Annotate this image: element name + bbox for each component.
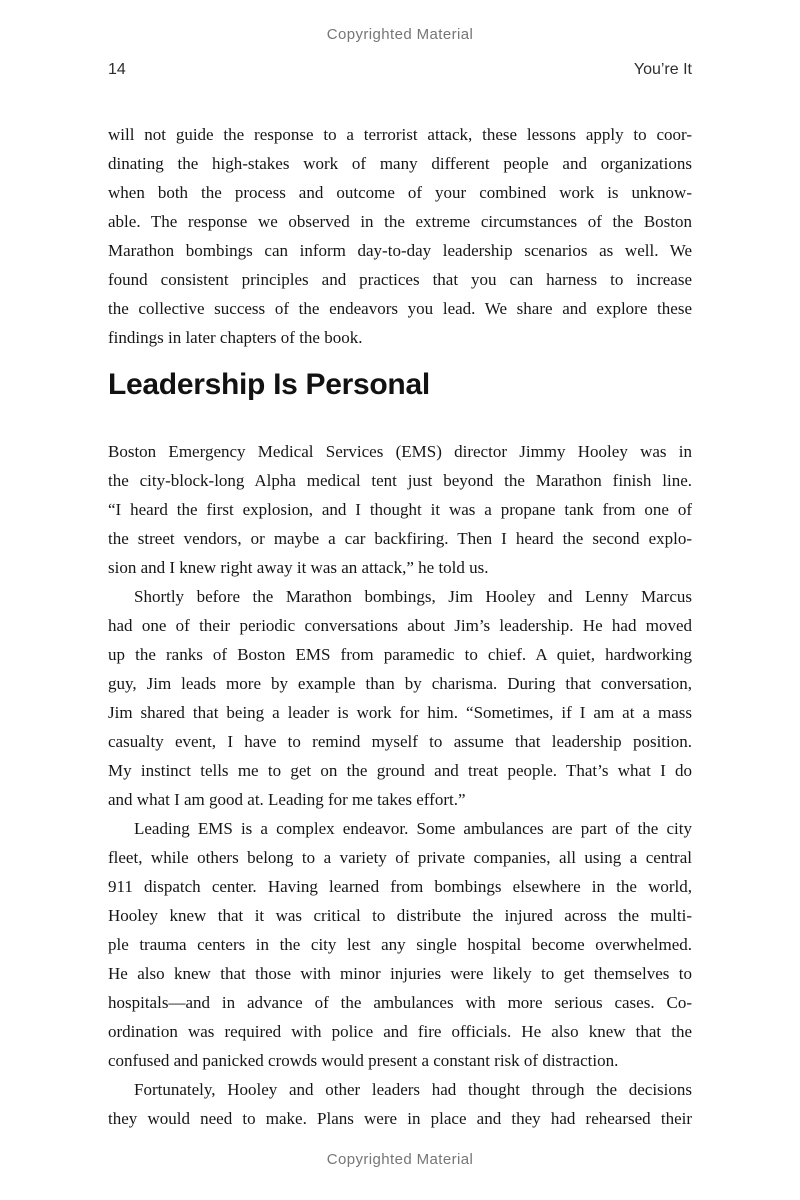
text-line: the collective success of the endeavors you lead. We share and explore these <box>108 299 692 318</box>
text-line: findings in later chapters of the book. <box>108 328 363 347</box>
text-line: able. The response we observed in the extreme circumstances of the Boston <box>108 212 692 231</box>
text-line: and what I am good at. Leading for me takes effort.” <box>108 790 466 809</box>
text-line: 911 dispatch center. Having learned from bombings elsewhere in the world, <box>108 877 692 896</box>
watermark-top: Copyrighted Material <box>326 26 474 43</box>
paragraph <box>108 814 692 1075</box>
text-line: Boston Emergency Medical Services (EMS) director Jimmy Hooley was in <box>108 442 692 461</box>
paragraph <box>108 437 692 582</box>
text-line: confused and panicked crowds would present a constant risk of distraction. <box>108 1051 619 1070</box>
text-line: Jim shared that being a leader is work for him. “Sometimes, if I am at a mass <box>108 703 692 722</box>
section-heading: Leadership Is Personal <box>108 368 430 401</box>
text-line: Shortly before the Marathon bombings, Jim Hooley and Lenny Marcus <box>134 587 692 606</box>
text-line: Marathon bombings can inform day-to-day leadership scenarios as well. We <box>108 241 692 260</box>
text-line: fleet, while others belong to a variety of private companies, all using a central <box>108 848 692 867</box>
page-header <box>108 61 692 79</box>
paragraph <box>108 1075 692 1133</box>
text-line: He also knew that those with minor injuries were likely to get themselves to <box>108 964 692 983</box>
text-line: “I heard the first explosion, and I thought it was a propane tank from one of <box>108 500 692 519</box>
text-line: dinating the high-stakes work of many different people and organizations <box>108 154 692 173</box>
text-line: the city-block-long Alpha medical tent just beyond the Marathon finish line. <box>108 471 692 490</box>
text-line: hospitals—and in advance of the ambulances with more serious cases. Co- <box>108 993 692 1012</box>
text-line: Hooley knew that it was critical to distribute the injured across the multi- <box>108 906 692 925</box>
text-line: My instinct tells me to get on the ground and treat people. That’s what I do <box>108 761 692 780</box>
text-line: Leading EMS is a complex endeavor. Some ambulances are part of the city <box>134 819 692 838</box>
paragraph <box>108 120 692 352</box>
text-line: Fortunately, Hooley and other leaders had thought through the decisions <box>134 1080 692 1099</box>
text-line: ple trauma centers in the city lest any single hospital become overwhelmed. <box>108 935 692 954</box>
text-line: had one of their periodic conversations about Jim’s leadership. He had moved <box>108 616 692 635</box>
text-line: casualty event, I have to remind myself to assume that leadership position. <box>108 732 692 751</box>
page-number: 14 <box>108 61 126 78</box>
text-line: when both the process and outcome of your combined work is unknow- <box>108 183 692 202</box>
running-title: You’re It <box>633 61 692 78</box>
paragraph <box>108 582 692 814</box>
text-line: ordination was required with police and fire officials. He also knew that the <box>108 1022 692 1041</box>
text-line: found consistent principles and practices that you can harness to increase <box>108 270 692 289</box>
text-line: the street vendors, or maybe a car backfiring. Then I heard the second explo- <box>108 529 692 548</box>
watermark-bottom: Copyrighted Material <box>326 1151 474 1168</box>
text-line: will not guide the response to a terrorist attack, these lessons apply to coor- <box>108 125 692 144</box>
text-line: they would need to make. Plans were in place and they had rehearsed their <box>108 1109 692 1128</box>
text-line: up the ranks of Boston EMS from paramedic to chief. A quiet, hardworking <box>108 645 692 664</box>
page-body <box>108 120 692 1133</box>
text-line: guy, Jim leads more by example than by charisma. During that conversation, <box>108 674 692 693</box>
text-line: sion and I knew right away it was an attack,” he told us. <box>108 558 489 577</box>
